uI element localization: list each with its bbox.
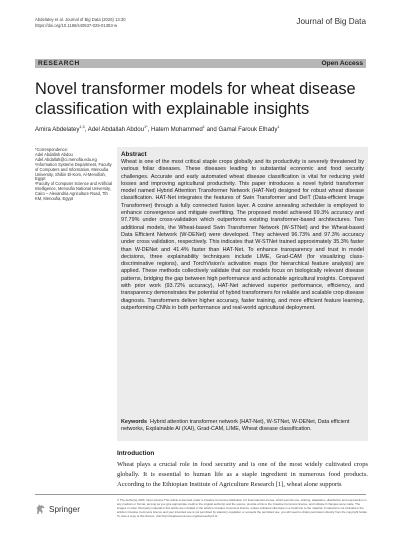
journal-name: Journal of Big Data bbox=[296, 17, 366, 26]
license-text: © The Author(s) 2026. Open Access This article is licensed under a Creative Commons Attribution 4.0 International License, which permits use, sharing, adaptation, distribution and reproduction in any medium or format, as long as you give appropriate credit to the original author(s) and the source, provide a link to the Creative Commons licence, and indicate if changes were made. The images or other third party material in this article are included in the article's Creative Commons licence, unless indicated otherwise in a credit line to the material. If material is not included in the article's Creative Commons licence and your intended use is not permitted by statutory regulation or exceeds the permitted use, you will need to obtain permission directly from the copyright holder. To view a copy of this licence, visit http://creativecommons.org/licenses/by/4.0/. bbox=[117, 498, 368, 518]
author-affiliation-mark: 1,3 bbox=[79, 125, 85, 129]
introduction-text: Wheat plays a crucial role in food security and is one of the most widely cultivated crops globally. It is essential to human life as a staple ingredient in numerous food products. According to the Ethiopian Institute of Agriculture Research [1], wheat alone supports bbox=[117, 461, 368, 489]
article-doi[interactable]: https://doi.org/10.1186/s40537-025-01353-w bbox=[35, 23, 118, 28]
author-name[interactable]: Adel Abdallah Abdou bbox=[87, 126, 144, 134]
page-title: Novel transformer models for wheat disease classification with explainable insights bbox=[35, 80, 356, 118]
publisher-name: Springer bbox=[49, 504, 80, 514]
springer-horse-icon bbox=[35, 503, 46, 515]
author-name[interactable]: Hatem Mohammed bbox=[150, 126, 203, 134]
author-name[interactable]: Gamal Farouk Elhady bbox=[218, 126, 278, 134]
author-affiliation-mark: 1* bbox=[143, 125, 148, 129]
publisher-logo bbox=[35, 503, 80, 515]
keywords-text: Hybrid attention transformer network (HAT-Net), W-STNet, W-DENet, Data efficient networks, Explainable AI (XAI), Grad-CAM, LIME, Wheat disease classification. bbox=[121, 419, 350, 433]
abstract-heading: Abstract bbox=[121, 151, 147, 158]
author-affiliation-mark: 1 bbox=[202, 125, 205, 129]
introduction-heading: Introduction bbox=[117, 450, 155, 457]
keywords-label: Keywords bbox=[121, 419, 147, 425]
abstract-text: Wheat is one of the most critical staple crops globally and its productivity is severely threatened by various foliar diseases. These diseases leading to substantial economic and food security challenges. Accurate and early automated wheat disease classification is vital for reducing yield losses and improving agricultural productivity. This paper introduces a novel hybrid transformer model named Hybrid Attention Transformer Network (HAT-Net) designed for robust wheat disease classification. HAT-Net integrates the features of Swin Transformer and DeiT (Data-efficient Image Transformer) through a fully connected fusion layer. A cosine annealing scheduler is employed to enhance convergence and mitigate overfitting. The proposed model achieved 99.3% accuracy and 97.79% under cross-validation which outperforms existing transformer-based architectures. Two additional models, the Wheat-based Swin Transformer Network (W-STNet) and the Wheat-based Data Efficient Network (W-DENet) were developed. They achieved 96.73% and 97.3% accuracy under cross validation, respectively. This indicates that W-STNet trained approximately 35.3% faster than W-DENet and 41.4% faster than HAT-Net. To enhance transparency and trust in model decisions, three explainability techniques include LIME, Grad-CAM (for visualizing class-discriminative regions), and TorchVision's activation maps (for hierarchical feature analysis) are applied. These methods collectively validate that our models focus on biologically relevant disease patterns, bridging the gap between high performance and actionable agricultural insights. Compared with prior work (93.72% accuracy), HAT-Net achieved superior performance, efficiency, and transparency demonstrates the potential of hybrid transformers for reliable and scalable crop disease diagnosis. Transformers deliver higher accuracy, faster training, and more efficient feature learning, outperforming CNNs in both performance and real-world agricultural deployment. bbox=[121, 159, 364, 311]
open-access-label: Open Access bbox=[321, 59, 363, 67]
article-citation: Abdelatey et al. Journal of Big Data (2026) 13:30 bbox=[35, 17, 126, 22]
correspondence-note: *Correspondence: Adel Abdallah Abdou Adel.Abdallah@ci.menofia.edu.eg ¹Information Systems Department, Faculty of Computers and Information, Menoufia University, Shibin El-Kom, Al-Menofiah, Egypt ²Faculty of Computer Science and Artificial Intelligence, Menoufia National University, Cairo – Alexandria Agriculture Road, 7th KM, Menoufia, Egypt bbox=[35, 147, 113, 202]
article-type-label: RESEARCH bbox=[38, 59, 80, 67]
author-affiliation-mark: 1 bbox=[277, 125, 280, 129]
keywords-line bbox=[121, 419, 364, 434]
article-type-bar bbox=[35, 59, 366, 68]
author-name[interactable]: Amira Abdelatey bbox=[35, 126, 80, 134]
footer-divider bbox=[35, 494, 366, 495]
author-list: Amira Abdelatey$^{1,3}$, Adel Abdallah Abdou$^{1*}$, Hatem Mohammed$^1$ and Gamal Farouk Elhady$^1$ bbox=[35, 125, 280, 134]
